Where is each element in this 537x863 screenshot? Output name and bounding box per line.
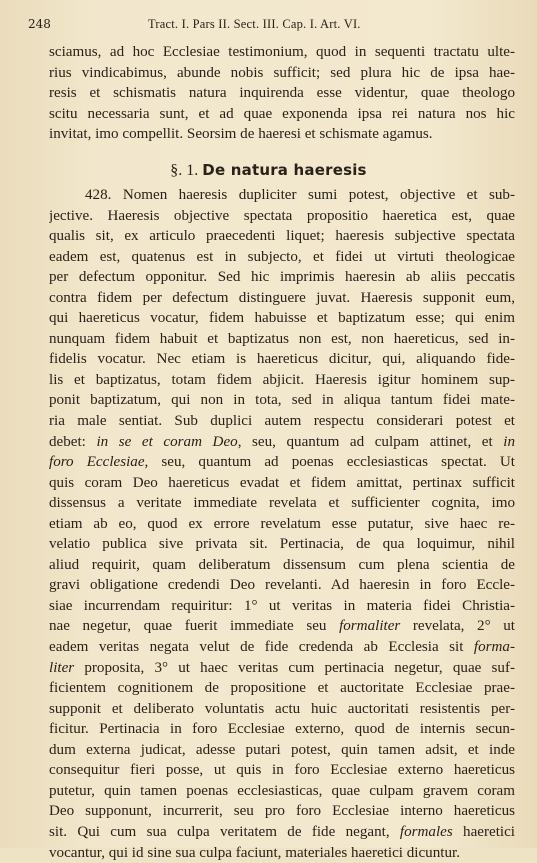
text-fragment: eadem veritas negata velut de fide credenda ab Ecclesia sit (49, 639, 474, 655)
text-line: rius vindicabimus, abunde nobis sufficit; sed plura hic de ipsa hae- (49, 63, 515, 84)
italic-text: in se et coram Deo (96, 434, 237, 450)
intro-text (49, 42, 515, 145)
text-fragment: nae negetur, quae fuerit immediate seu (49, 618, 339, 634)
text-line (49, 452, 515, 473)
section-number: §. 1. (170, 162, 198, 179)
text-fragment: etiam ab eo, quod ex errore revelatum esse putatur, sive haec re- (49, 516, 515, 532)
text-line (49, 760, 515, 781)
text-fragment: aliud requirit, quam deliberatum dissensum cum plena scientia de (49, 557, 515, 573)
text-fragment: putetur, quin tamen poenas ecclesiasticas, quae culpam gravem coram (49, 783, 515, 799)
text-line: resis et schismatis natura inquirenda esse videntur, quae theologo (49, 83, 515, 104)
text-line (49, 288, 515, 309)
text-line (49, 308, 515, 329)
text-fragment: contra fidem per defectum distinguere juvat. Haeresis supponit eum, (49, 290, 515, 306)
text-fragment: qualis sit, ex articulo praecedenti liquet; haeresis subjective spectata (49, 228, 515, 244)
text-fragment: fidelis vocatur. Nec etiam is haereticus dicitur, qui, aliquando fide- (49, 351, 515, 367)
text-fragment: seu, quantum ad poenas ecclesiasticas spectat. Ut (148, 454, 515, 470)
text-line (49, 329, 515, 350)
text-fragment: , seu, quantum ad culpam attinet, et (238, 434, 504, 450)
text-line: scitu necessaria sunt, et ad quae exponenda ipsa rei natura nos hic (49, 104, 515, 125)
text-line (49, 206, 515, 227)
text-fragment: dum externa judicat, adesse putari potest, quin tamen adsit, et inde (49, 742, 515, 758)
running-head: Tract. I. Pars II. Sect. III. Cap. I. Art. VI. (148, 16, 513, 32)
text-fragment: supponit et deliberato voluntatis actu huic auctoritati resistentis per- (49, 701, 515, 717)
text-fragment: per defectum opponitur. Sed hic imprimis haeresin ab aliis peccatis (49, 269, 515, 285)
text-fragment: Deo supponunt, incurrerit, seu pro foro Ecclesiae interno haereticus (49, 803, 515, 819)
paragraph-428 (49, 185, 515, 863)
text-fragment: lis et baptizatus, totam fidem abjicit. Haeresis igitur hominem sup- (49, 372, 515, 388)
text-line (49, 801, 515, 822)
section-title: De natura haeresis (202, 161, 366, 179)
text-line: sciamus, ad hoc Ecclesiae testimonium, quod in sequenti tractatu ulte- (49, 42, 515, 63)
text-line (49, 247, 515, 268)
text-fragment: ria male sentiat. Sub duplici autem respectu considerari potest et (49, 413, 515, 429)
text-line (49, 493, 515, 514)
text-fragment: ponit baptizatum, qui non in tota, sed in aliqua tantum fidei mate- (49, 392, 515, 408)
text-line (49, 575, 515, 596)
text-line (49, 432, 515, 453)
text-line (49, 678, 515, 699)
italic-text: formales (400, 824, 453, 840)
text-fragment: nunquam fidem habuit et baptizatus non est, non haereticus, sed in- (49, 331, 515, 347)
text-line (49, 658, 515, 679)
text-line (49, 719, 515, 740)
text-fragment: revelata, 2° ut (400, 618, 515, 634)
text-line (49, 226, 515, 247)
text-fragment: jective. Haeresis objective spectata propositio haeretica est, quae (49, 208, 515, 224)
italic-text: in (503, 434, 515, 450)
text-fragment: sit. Qui cum sua culpa veritatem de fide negant, (49, 824, 400, 840)
section-heading (0, 161, 537, 180)
text-fragment: consequitur fieri posse, ut quis in foro Ecclesiae externo haereticus (49, 762, 515, 778)
text-line (49, 411, 515, 432)
text-fragment: gravi obligatione credendi Deo revelanti. Ad haeresin in foro Eccle- (49, 577, 515, 593)
text-line (49, 699, 515, 720)
text-fragment: proposita, 3° ut haec veritas cum pertinacia negetur, quae suf- (74, 660, 515, 676)
text-fragment: haeretici (453, 824, 515, 840)
text-line (49, 596, 515, 617)
italic-text: formaliter (339, 618, 400, 634)
text-line (49, 822, 515, 843)
text-line (49, 781, 515, 802)
text-fragment: 428. Nomen haeresis dupliciter sumi potest, objective et sub- (85, 187, 515, 203)
text-line: invitat, imo compellit. Seorsim de haeresi et schismate agamus. (49, 124, 515, 145)
text-line (49, 843, 515, 863)
text-fragment: ficientem cognitionem de propositione et auctoritate Ecclesiae prae- (49, 680, 515, 696)
text-line (49, 185, 515, 206)
text-line (49, 555, 515, 576)
page-number: 248 (28, 16, 51, 32)
italic-text: liter (49, 660, 74, 676)
text-line (49, 267, 515, 288)
text-line (49, 637, 515, 658)
text-fragment: dissensus a veritate immediate revelata et sufficienter cognita, imo (49, 495, 515, 511)
text-line (49, 349, 515, 370)
text-fragment: vocantur, qui id sine sua culpa faciunt, materiales haeretici dicuntur. (49, 845, 460, 861)
text-line (49, 616, 515, 637)
text-line (49, 370, 515, 391)
text-line (49, 390, 515, 411)
italic-text: forma- (474, 639, 515, 655)
text-fragment: siae incurrendam requiritur: 1° ut veritas in materia fidei Christia- (49, 598, 515, 614)
text-fragment: eadem est, quatenus est in subjecto, et fidei ut virtuti theologicae (49, 249, 515, 265)
text-fragment: debet: (49, 434, 96, 450)
text-line (49, 514, 515, 535)
text-fragment: velatio publica sive privata sit. Pertinacia, de qua loquimur, nihil (49, 536, 515, 552)
text-line (49, 473, 515, 494)
text-line (49, 534, 515, 555)
text-line (49, 740, 515, 761)
text-fragment: qui haereticus vocatur, fidem habuisse et baptizatum esse; qui enim (49, 310, 515, 326)
text-fragment: ficitur. Pertinacia in foro Ecclesiae externo, quod de internis secun- (49, 721, 515, 737)
text-fragment: quis coram Deo haereticus evadat et fidem amittat, pertinax sufficit (49, 475, 515, 491)
italic-text: foro Ecclesiae, (49, 454, 148, 470)
